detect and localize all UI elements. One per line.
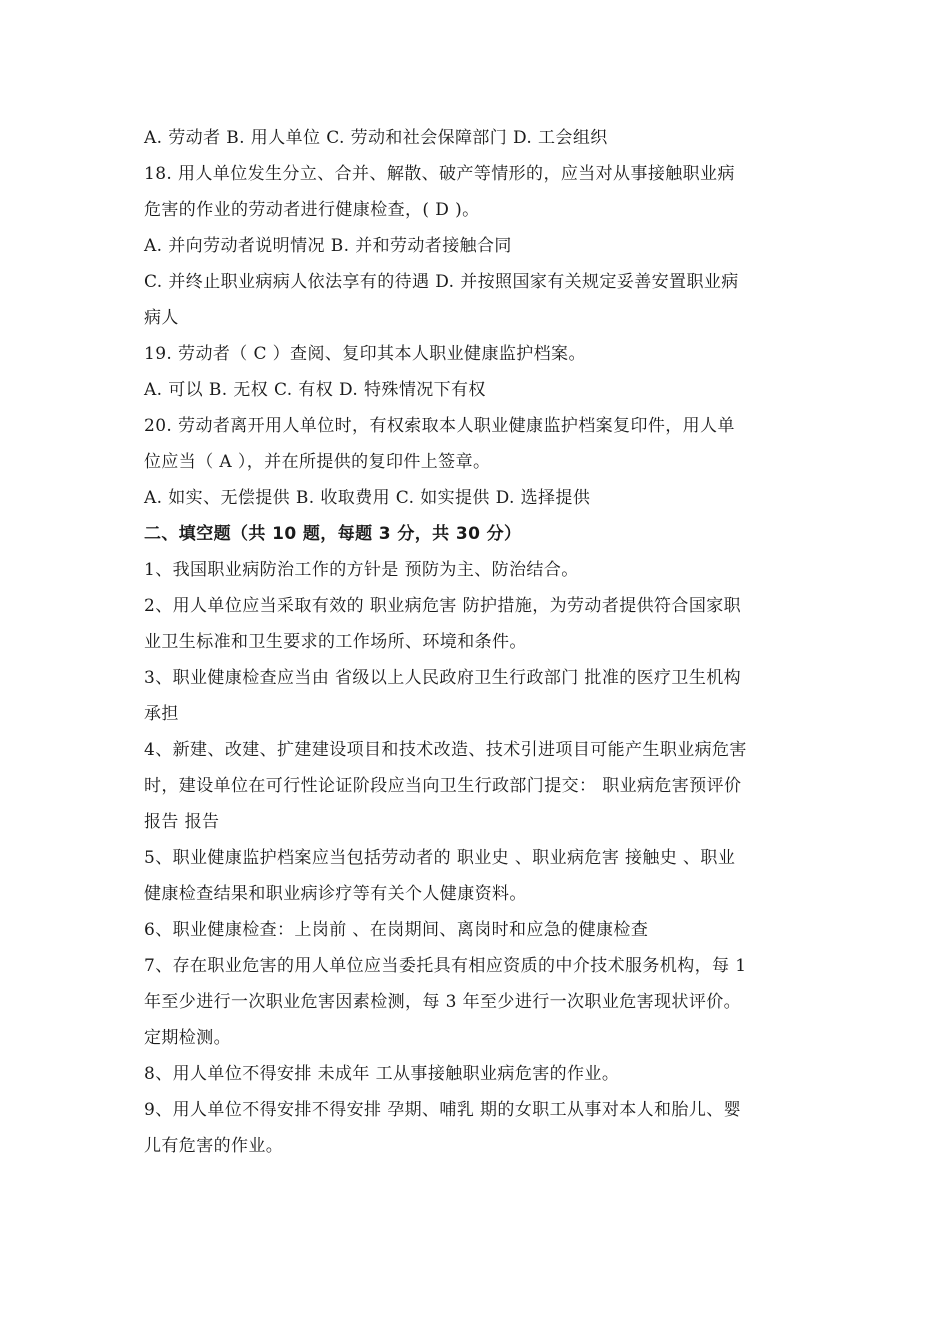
question-line: 位应当（ A ），并在所提供的复印件上签章。 bbox=[144, 452, 491, 472]
fill-line: 9、用人单位不得安排不得安排 孕期、哺乳 期的女职工从事对本人和胎儿、婴 bbox=[144, 1100, 742, 1120]
document-page bbox=[144, 120, 812, 1164]
fill-line: 7、存在职业危害的用人单位应当委托具有相应资质的中介技术服务机构，每 1 bbox=[144, 956, 747, 976]
question-line: 20. 劳动者离开用人单位时，有权索取本人职业健康监护档案复印件，用人单 bbox=[144, 416, 735, 436]
fill-line: 儿有危害的作业。 bbox=[144, 1136, 284, 1156]
option-line: A. 可以 B. 无权 C. 有权 D. 特殊情况下有权 bbox=[144, 380, 486, 400]
fill-line: 报告 报告 bbox=[144, 812, 220, 832]
fill-line: 4、新建、改建、扩建建设项目和技术改造、技术引进项目可能产生职业病危害 bbox=[144, 740, 747, 760]
option-line: C. 并终止职业病病人依法享有的待遇 D. 并按照国家有关规定妥善安置职业病 bbox=[144, 272, 739, 292]
section-heading: 二、填空题（共 10 题，每题 3 分，共 30 分） bbox=[144, 524, 522, 544]
fill-line: 承担 bbox=[144, 704, 179, 724]
fill-line: 6、职业健康检查：上岗前 、在岗期间、离岗时和应急的健康检查 bbox=[144, 920, 649, 940]
fill-line: 健康检查结果和职业病诊疗等有关个人健康资料。 bbox=[144, 884, 527, 904]
fill-line: 8、用人单位不得安排 未成年 工从事接触职业病危害的作业。 bbox=[144, 1064, 620, 1084]
fill-line: 年至少进行一次职业危害因素检测，每 3 年至少进行一次职业危害现状评价。 bbox=[144, 992, 742, 1012]
fill-line: 业卫生标准和卫生要求的工作场所、环境和条件。 bbox=[144, 632, 527, 652]
fill-line: 1、我国职业病防治工作的方针是 预防为主、防治结合。 bbox=[144, 560, 579, 580]
fill-line: 定期检测。 bbox=[144, 1028, 231, 1048]
question-line: 19. 劳动者（ C ）查阅、复印其本人职业健康监护档案。 bbox=[144, 344, 586, 364]
question-line: 18. 用人单位发生分立、合并、解散、破产等情形的，应当对从事接触职业病 bbox=[144, 164, 735, 184]
question-line: 危害的作业的劳动者进行健康检查，( D )。 bbox=[144, 200, 480, 220]
option-line: A. 并向劳动者说明情况 B. 并和劳动者接触合同 bbox=[144, 236, 512, 256]
option-line: A. 劳动者 B. 用人单位 C. 劳动和社会保障部门 D. 工会组织 bbox=[144, 128, 608, 148]
option-line: A. 如实、无偿提供 B. 收取费用 C. 如实提供 D. 选择提供 bbox=[144, 488, 591, 508]
fill-line: 2、用人单位应当采取有效的 职业病危害 防护措施，为劳动者提供符合国家职 bbox=[144, 596, 742, 616]
option-line: 病人 bbox=[144, 308, 179, 328]
fill-line: 3、职业健康检查应当由 省级以上人民政府卫生行政部门 批准的医疗卫生机构 bbox=[144, 668, 742, 688]
fill-line: 时，建设单位在可行性论证阶段应当向卫生行政部门提交： 职业病危害预评价 bbox=[144, 776, 742, 796]
fill-line: 5、职业健康监护档案应当包括劳动者的 职业史 、职业病危害 接触史 、职业 bbox=[144, 848, 736, 868]
